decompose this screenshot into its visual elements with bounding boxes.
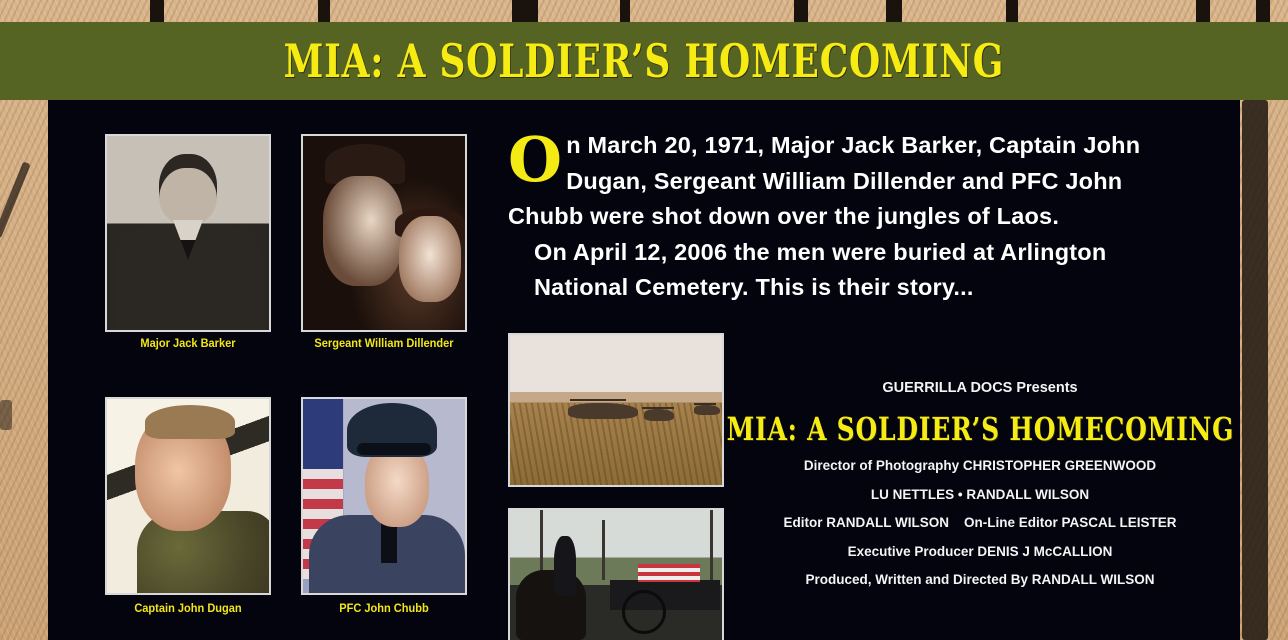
wood-grain-stripe bbox=[1256, 0, 1270, 22]
portrait-john-chubb bbox=[301, 397, 467, 595]
credit-line: Produced, Written and Directed By RANDALL WILSON bbox=[805, 572, 1155, 587]
flag-canton bbox=[303, 399, 343, 469]
helicopter-shape bbox=[568, 403, 638, 419]
presents-line: GUERRILLA DOCS Presents bbox=[882, 380, 1078, 396]
drop-cap: O bbox=[508, 123, 563, 196]
wood-grain-stripe bbox=[150, 0, 164, 22]
title-banner bbox=[0, 22, 1288, 100]
wood-grain-stripe bbox=[886, 0, 902, 22]
wood-grain-stripe bbox=[1242, 100, 1268, 640]
tree-trunk bbox=[602, 520, 605, 580]
credit-lines bbox=[740, 452, 1220, 595]
portrait-william-dillender bbox=[301, 134, 467, 332]
photo-arlington-funeral bbox=[508, 508, 724, 640]
portrait-face bbox=[159, 154, 217, 224]
portrait-face bbox=[323, 176, 403, 286]
credit-line: Director of Photography CHRISTOPHER GREENWOOD bbox=[803, 458, 1157, 473]
portrait-cap-brim bbox=[357, 443, 431, 455]
portrait-tie bbox=[381, 523, 397, 563]
rider bbox=[554, 536, 576, 596]
helicopter-shape bbox=[644, 409, 674, 421]
film-title bbox=[726, 410, 1234, 448]
credit-line: Executive Producer DENIS J McCALLION bbox=[847, 543, 1113, 559]
portrait-john-dugan bbox=[105, 397, 271, 595]
credit-line: Editor RANDALL WILSON On-Line Editor PASCAL LEISTER bbox=[783, 515, 1177, 530]
portrait-jack-barker bbox=[105, 134, 271, 332]
helicopter-shape bbox=[694, 405, 720, 415]
wood-grain-stripe bbox=[512, 0, 538, 22]
wood-grain-stripe bbox=[0, 161, 31, 238]
caption-john-chubb: PFC John Chubb bbox=[339, 601, 429, 615]
caption-jack-barker: Major Jack Barker bbox=[140, 336, 236, 350]
photo-helicopters bbox=[508, 333, 724, 487]
credits-block bbox=[726, 370, 1234, 595]
tree-trunk bbox=[710, 510, 713, 580]
story-text bbox=[508, 123, 1168, 306]
story-paragraph-1: n March 20, 1971, Major Jack Barker, Captain John Dugan, Sergeant William Dillender and PFC John Chubb were shot down over the jungles of Laos. bbox=[508, 132, 1141, 229]
flag-draped-casket bbox=[638, 564, 700, 582]
wood-grain-stripe bbox=[0, 400, 12, 430]
banner-title: MIA: A SOLDIER’S HOMECOMING bbox=[283, 34, 1005, 88]
credit-line: LU NETTLES • RANDALL WILSON bbox=[870, 486, 1090, 502]
wood-grain-stripe bbox=[1196, 0, 1210, 22]
film-title-text: MIA: A SOLDIER’S HOMECOMING bbox=[726, 410, 1234, 448]
wood-grain-stripe bbox=[620, 0, 630, 22]
caption-john-dugan: Captain John Dugan bbox=[134, 601, 242, 615]
wood-grain-stripe bbox=[318, 0, 330, 22]
rotor-blade bbox=[570, 399, 626, 401]
story-paragraph-2: On April 12, 2006 the men were buried at Arlington National Cemetery. This is their story... bbox=[534, 238, 1107, 300]
wood-grain-stripe bbox=[794, 0, 808, 22]
wood-grain-stripe bbox=[1006, 0, 1018, 22]
portrait-hair bbox=[145, 405, 235, 439]
caption-william-dillender: Sergeant William Dillender bbox=[314, 336, 454, 350]
caisson-wheel bbox=[622, 590, 666, 634]
portrait-face bbox=[399, 216, 461, 302]
